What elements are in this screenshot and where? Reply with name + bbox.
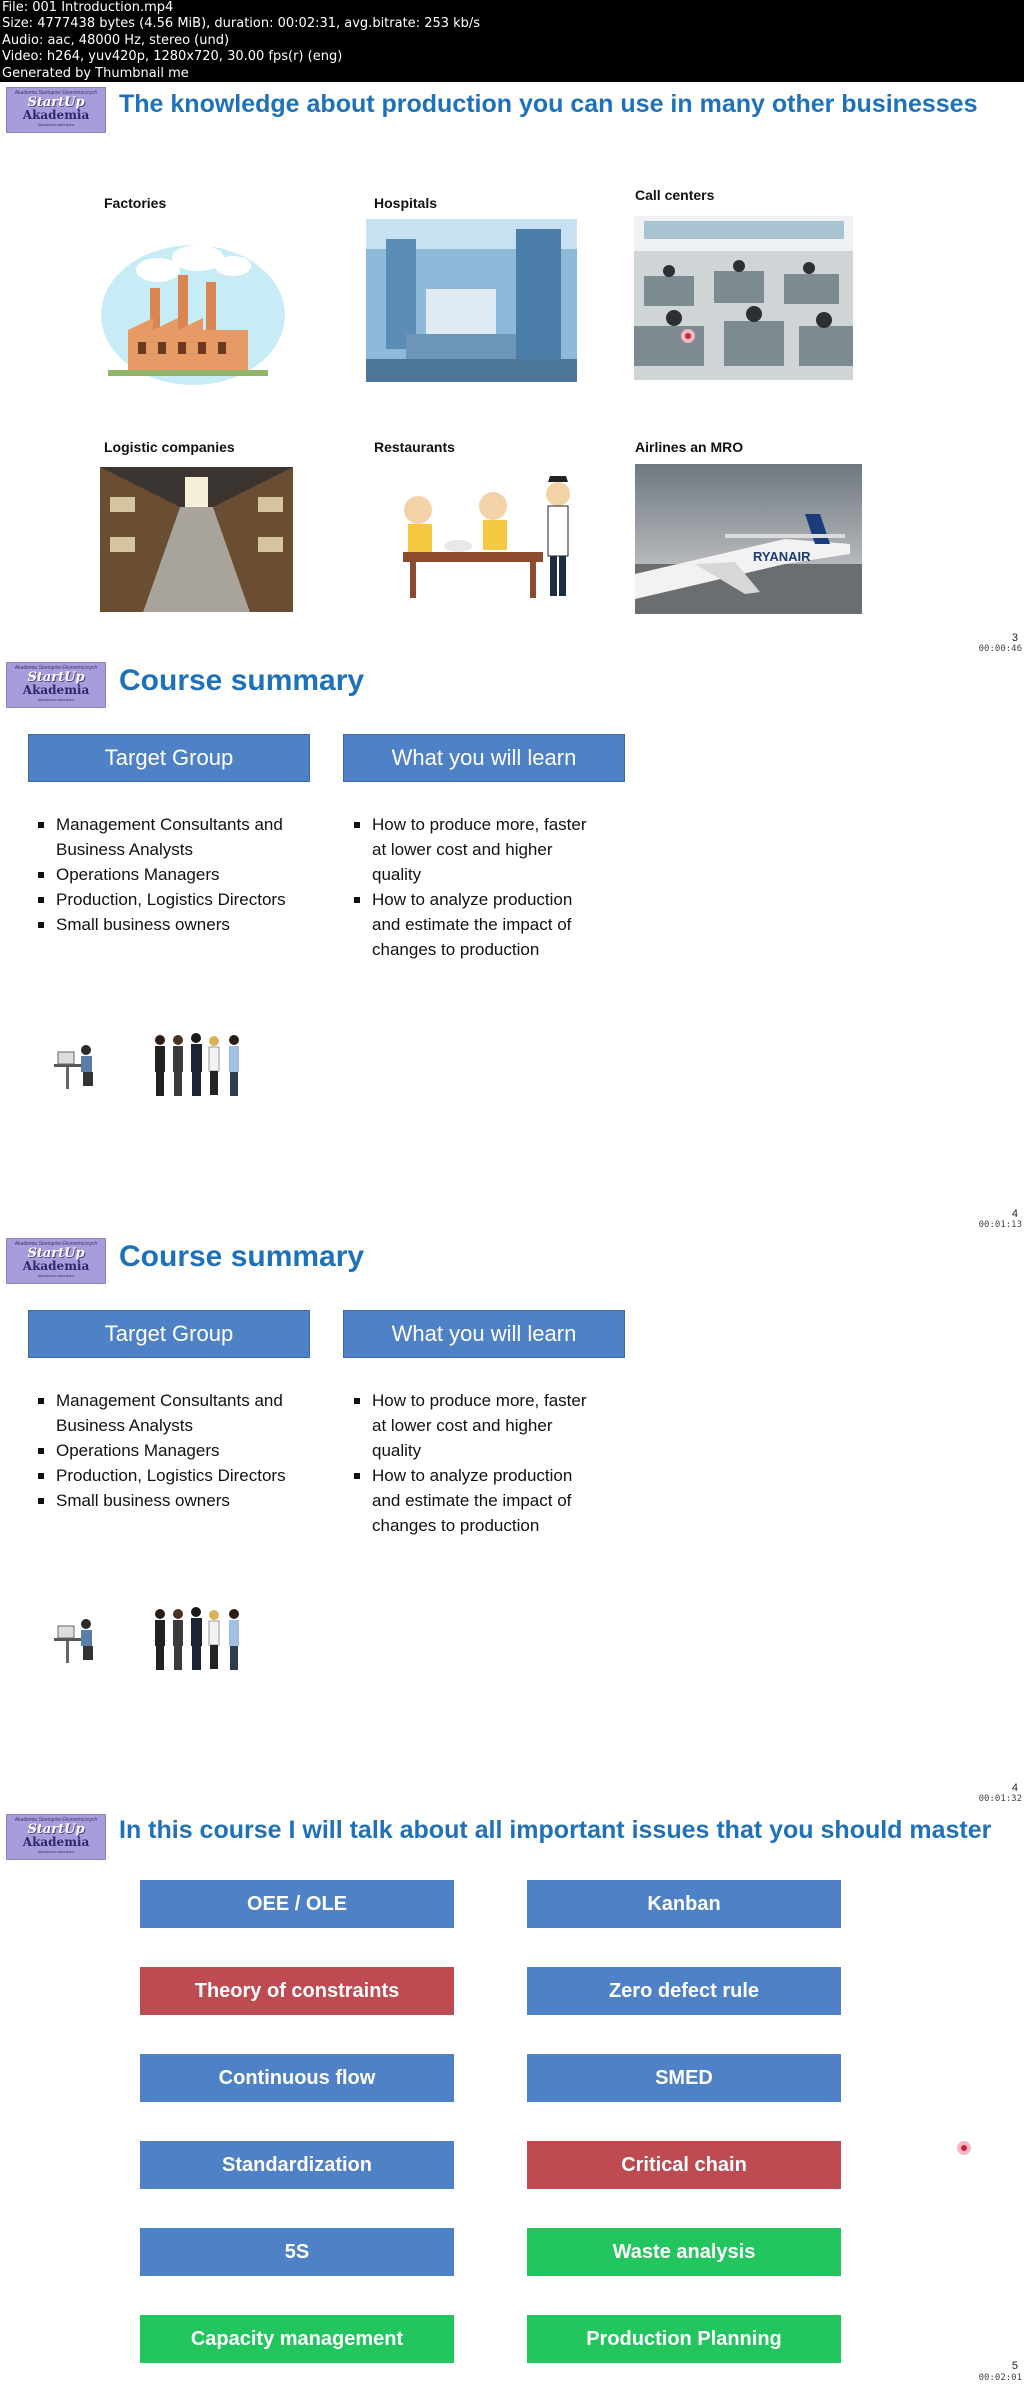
topic-zero-defect-rule: Zero defect rule [527, 1967, 841, 2015]
call-center-photo [634, 216, 853, 380]
video-info: Video: h264, yuv420p, 1280x720, 30.00 fps(r) (eng) [2, 49, 343, 65]
slide-title: In this course I will talk about all important issues that you should master [119, 1816, 992, 1844]
list-item: Operations Managers [36, 862, 326, 887]
learn-list [352, 1388, 642, 1538]
list-item: Small business owners [36, 912, 326, 937]
label-airlines: Airlines an MRO [635, 439, 744, 455]
learn-list [352, 812, 642, 962]
target-group-header: Target Group [28, 1310, 310, 1358]
list-item: How to produce more, faster at lower cost and higher quality [352, 1388, 642, 1463]
topic-waste-analysis: Waste analysis [527, 2228, 841, 2276]
slide-number: 3 [1011, 632, 1018, 644]
slide-number: 4 [1011, 1208, 1018, 1220]
target-group-list [36, 1388, 326, 1513]
topic-oee-ole: OEE / OLE [140, 1880, 454, 1928]
topic-continuous-flow: Continuous flow [140, 2054, 454, 2102]
slide-title: Course summary [119, 1240, 365, 1273]
mouse-cursor-indicator [681, 329, 695, 343]
topic-5s: 5S [140, 2228, 454, 2276]
slide-title: The knowledge about production you can use in many other businesses [119, 90, 978, 118]
what-you-will-learn-header: What you will learn [343, 734, 625, 782]
target-group-list [36, 812, 326, 937]
video-timestamp: 00:01:32 [978, 1794, 1022, 1804]
slide-businesses [0, 82, 1024, 660]
list-item: How to produce more, faster at lower cost and higher quality [352, 812, 642, 887]
restaurant-illustration [388, 472, 578, 602]
topic-capacity-management: Capacity management [140, 2315, 454, 2363]
slide-number: 4 [1011, 1782, 1018, 1794]
list-item: How to analyze production and estimate the impact of changes to production [352, 1463, 642, 1538]
list-item: Production, Logistics Directors [36, 1463, 326, 1488]
topic-standardization: Standardization [140, 2141, 454, 2189]
airline-photo [635, 464, 862, 614]
file-name: File: 001 Introduction.mp4 [2, 0, 174, 15]
what-you-will-learn-header: What you will learn [343, 1310, 625, 1358]
business-team-illustration [150, 1606, 254, 1674]
list-item: How to analyze production and estimate the impact of changes to production [352, 887, 642, 962]
business-team-illustration [150, 1032, 254, 1100]
topic-critical-chain: Critical chain [527, 2141, 841, 2189]
topic-smed: SMED [527, 2054, 841, 2102]
slide-title: Course summary [119, 664, 365, 697]
startup-akademia-logo: Akademia Startupów Ekonomicznych StartUp Akademia Akademia startupów [6, 1238, 106, 1284]
list-item: Small business owners [36, 1488, 326, 1513]
topic-theory-of-constraints: Theory of constraints [140, 1967, 454, 2015]
label-call-centers: Call centers [635, 187, 715, 203]
label-hospitals: Hospitals [374, 195, 438, 211]
list-item: Management Consultants and Business Analysts [36, 1388, 326, 1438]
list-item: Management Consultants and Business Analysts [36, 812, 326, 862]
hospital-photo [366, 219, 577, 382]
audio-info: Audio: aac, 48000 Hz, stereo (und) [2, 32, 230, 48]
target-group-header: Target Group [28, 734, 310, 782]
video-timestamp: 00:00:46 [978, 644, 1022, 654]
list-item: Operations Managers [36, 1438, 326, 1463]
list-item: Production, Logistics Directors [36, 887, 326, 912]
generator-info: Generated by Thumbnail me [2, 65, 189, 81]
analyst-at-desk-illustration [52, 1614, 102, 1670]
startup-akademia-logo: Akademia Startupów Ekonomicznych StartUp Akademia Akademia startupów [6, 662, 106, 708]
video-timestamp: 00:01:13 [978, 1220, 1022, 1230]
mouse-cursor-indicator [957, 2141, 971, 2155]
slide-course-topics [0, 1808, 1024, 2387]
file-size: Size: 4777438 bytes (4.56 MiB), duration: 00:02:31, avg.bitrate: 253 kb/s [2, 16, 481, 32]
label-restaurants: Restaurants [374, 439, 455, 455]
startup-akademia-logo: Akademia Startupów Ekonomicznych StartUp Akademia Akademia startupów [6, 87, 106, 133]
slide-course-summary-2 [0, 1236, 1024, 1808]
file-info-header [0, 0, 1024, 82]
slide-number: 5 [1011, 2360, 1018, 2372]
topic-kanban: Kanban [527, 1880, 841, 1928]
label-factories: Factories [104, 195, 167, 211]
slide-course-summary-1 [0, 660, 1024, 1236]
label-logistic: Logistic companies [104, 439, 235, 455]
factory-illustration [98, 230, 296, 392]
startup-akademia-logo: Akademia Startupów Ekonomicznych StartUp Akademia Akademia startupów [6, 1814, 106, 1860]
airline-livery-text: RYANAIR [753, 549, 811, 564]
topic-production-planning: Production Planning [527, 2315, 841, 2363]
analyst-at-desk-illustration [52, 1040, 102, 1096]
video-timestamp: 00:02:01 [978, 2373, 1022, 2383]
warehouse-photo [100, 467, 293, 612]
